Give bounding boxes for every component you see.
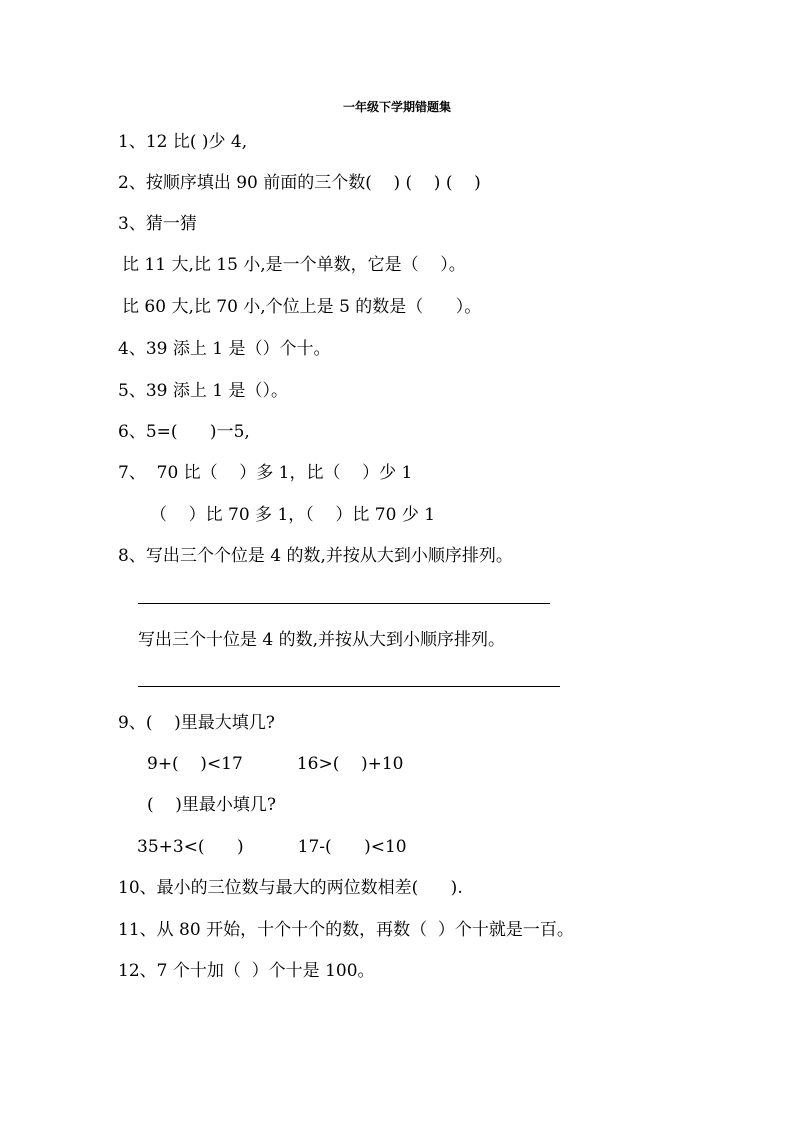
question-1: 1、12 比( )少 4, xyxy=(118,132,248,152)
question-2: 2、按顺序填出 90 前面的三个数( ) ( ) ( ) xyxy=(118,173,481,193)
page-title: 一年级下学期错题集 xyxy=(342,100,451,114)
question-7-part-b: （ ）比 70 多 1，（ ）比 70 少 1 xyxy=(150,505,436,525)
answer-line-1 xyxy=(138,603,550,604)
question-9: 9、( )里最大填几? xyxy=(118,713,275,733)
question-7: 7、 70 比（ ）多 1，比（ ）少 1 xyxy=(118,463,413,483)
question-9-inequalities-min: 35+3<( ) 17-( )<10 xyxy=(137,837,407,857)
question-8: 8、写出三个个位是 4 的数,并按从大到小顺序排列。 xyxy=(118,546,513,566)
question-6: 6、5=( )一5, xyxy=(118,422,250,442)
question-3-part-b: 比 60 大,比 70 小,个位上是 5 的数是（ ）。 xyxy=(122,297,482,317)
question-3-part-a: 比 11 大,比 15 小,是一个单数，它是（ ）。 xyxy=(122,255,466,275)
question-4: 4、39 添上 1 是（）个十。 xyxy=(118,339,331,359)
answer-line-2 xyxy=(138,686,560,687)
question-12: 12、7 个十加（ ）个十是 100。 xyxy=(118,961,375,981)
question-9-inequalities-max: 9+( )<17 16>( )+10 xyxy=(147,754,404,774)
question-8-part-b: 写出三个十位是 4 的数,并按从大到小顺序排列。 xyxy=(138,630,506,650)
question-10: 10、最小的三位数与最大的两位数相差( ). xyxy=(118,878,463,898)
question-9-subtitle: ( )里最小填几? xyxy=(147,795,276,815)
question-11: 11、从 80 开始，十个十个的数，再数（ ）个十就是一百。 xyxy=(118,920,574,940)
question-3: 3、猜一猜 xyxy=(118,214,197,234)
question-5: 5、39 添上 1 是（）。 xyxy=(118,381,288,401)
